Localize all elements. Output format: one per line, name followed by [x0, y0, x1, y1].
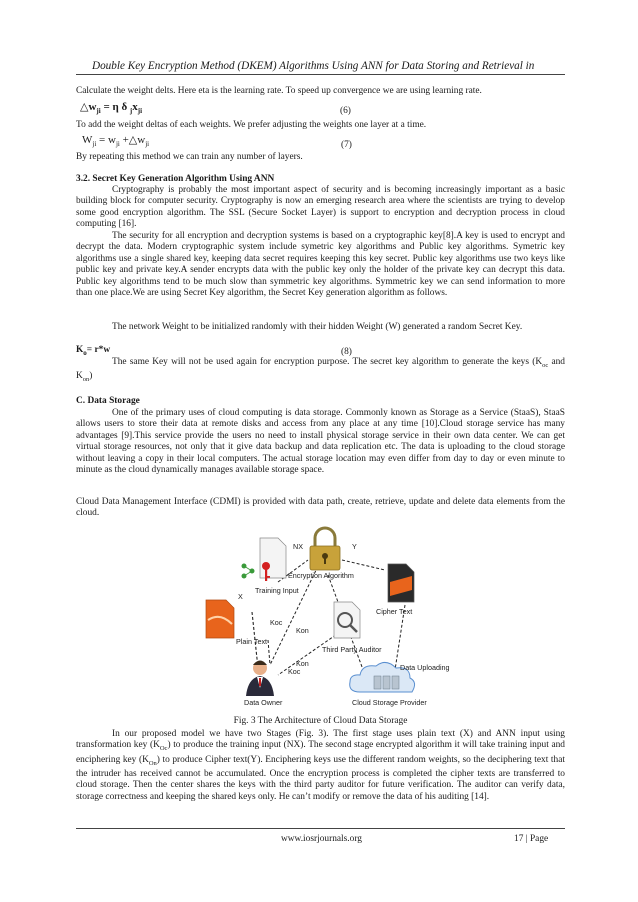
- data-owner-person-icon: [246, 661, 274, 697]
- label-y: Y: [352, 542, 357, 551]
- training-document-icon: [242, 538, 287, 579]
- para-learning-rate: Calculate the weight delts. Here eta is the learning rate. To speed up convergence we are using learning rate.: [76, 86, 482, 96]
- para-same-key: The same Key will not be used again for encryption purpose. The secret key algorithm to generate the keys ($K_{oc}$ and $K_{on}$): [76, 357, 565, 384]
- footer-website: www.iosrjournals.org: [281, 834, 362, 844]
- lock-icon: [310, 528, 340, 570]
- section-heading-c: C. Data Storage: [76, 396, 140, 406]
- footer-rule: [76, 828, 565, 829]
- label-data-owner: Data Owner: [244, 698, 283, 707]
- para-proposed-model: In our proposed model we have two Stages (Fig. 3). The first stage uses plain text (X) and ANN input using transformation key $(K_{Oc})$ to produce the training input (NX). The second stage encrypted algorithm it will take training input and enciphering key $(K_{On})$ to produce Cipher text(Y). Enciphering keys use the different random weights, so the deciphering text that the intruder has received cannot be accumulated. Once the encryption process is completed the cipher texts are transferred to cloud storage. Then the center shares the keys with the third party auditor for future verification. The auditor can verify data, storage correctness and keeping the shared keys only. He can’t modify or remove the data of his auditing [14].: [76, 729, 565, 802]
- plaintext-document-icon: [206, 600, 234, 638]
- equation-7-number: (7): [341, 140, 352, 150]
- label-koc-1: Koc: [270, 618, 283, 627]
- label-cloud-storage-provider: Cloud Storage Provider: [352, 698, 427, 707]
- equation-6: $\triangle w_{ji} = \eta$ δ $_jx_{ji}$: [80, 101, 143, 116]
- equation-8-number: (8): [341, 347, 352, 357]
- section-heading-3-2: 3.2. Secret Key Generation Algorithm Using ANN: [76, 174, 275, 184]
- encryption-to-cipher-line: [342, 560, 385, 570]
- label-koc-2: Koc: [288, 667, 301, 676]
- label-x: X: [238, 592, 243, 601]
- label-training-input: Training Input: [255, 586, 299, 595]
- label-kon-1: Kon: [296, 626, 309, 635]
- para-security-keys: The security for all encryption and decryption systems is based on a cryptographic key[8].A key is used to encrypt and decrypt the data. Modern cryptographic system include symetric key algorithms and Public key algorithms. Symetric key algorithms use a single shared key, keeping data secret requires keeping this key secret. Public key algorithms use two keys like public key and private key.A sender encrypts data with the public key only the holder of the private key can decrypt this data. Public key algorithms tend to be much slow than symmetric key algorithms. Symmetric key we can send information to more than one place.We are using Secret Key algorithm, the Secret Key generation algorithm as follows.: [76, 231, 565, 299]
- equation-8: $K_o= r*w$: [76, 345, 111, 357]
- para-repeating: By repeating this method we can train any number of layers.: [76, 152, 303, 162]
- footer-page-number: 17 | Page: [514, 834, 549, 844]
- para-cryptography: Cryptography is probably the most important aspect of security and is becoming increasingly important as a basic building block for computer security. Cryptography is now an emerging research area where the scientists are trying to develop some good encryption algorithm. The SSL (Secure Socket Layer) is support to encryption and decryption process in cloud computing [16].: [76, 185, 565, 230]
- architecture-figure: [200, 520, 450, 710]
- label-data-uploading: Data Uploading: [400, 663, 450, 672]
- label-cipher-text: Cipher Text: [376, 607, 413, 616]
- cipher-document-icon: [388, 564, 414, 602]
- label-encryption-algorithm: Encryption Algorithm: [288, 571, 354, 580]
- para-data-storage: One of the primary uses of cloud computing is data storage. Commonly known as Storage as a Service (StaaS), StaaS allows users to store their data at remote disks and access from any place at any time [10].Cloud storage service has many advantages [9].This service provide the users no need to install physical storage service in their own data center. We can get virtual storage resources, not only that it give data backup and data replication etc. The data is uploading to the cloud storage without leaving a copy in their local computers. The actual storage location may even differ from day to day or even minute to minute as the cloud dynamically manages available storage space.: [76, 408, 565, 476]
- koc-line: [268, 640, 270, 665]
- para-cdmi: Cloud Data Management Interface (CDMI) is provided with data path, create, retrieve, update and delete data elements from the cloud.: [76, 497, 565, 519]
- equation-6-number: (6): [340, 106, 351, 116]
- equation-7: $W_{ji} = w_{ji}$ $+\triangle w_{ji}$: [82, 134, 150, 149]
- auditor-magnifier-icon: [334, 602, 360, 638]
- label-nx: NX: [293, 542, 303, 551]
- para-weight-deltas: To add the weight deltas of each weights. We prefer adjusting the weights one layer at a time.: [76, 120, 427, 130]
- label-plain-text: Plain Text: [236, 637, 268, 646]
- running-header: Double Key Encryption Method (DKEM) Algorithms Using ANN for Data Storing and Retrieval in: [92, 60, 535, 72]
- label-kon-2: Kon: [296, 659, 309, 668]
- figure-caption: Fig. 3 The Architecture of Cloud Data Storage: [233, 716, 408, 726]
- header-rule: [76, 74, 565, 75]
- label-third-party-auditor: Third Party Auditor: [322, 645, 382, 654]
- para-network-weight: The network Weight to be initialized randomly with their hidden Weight (W) generated a random Secret Key.: [112, 322, 523, 332]
